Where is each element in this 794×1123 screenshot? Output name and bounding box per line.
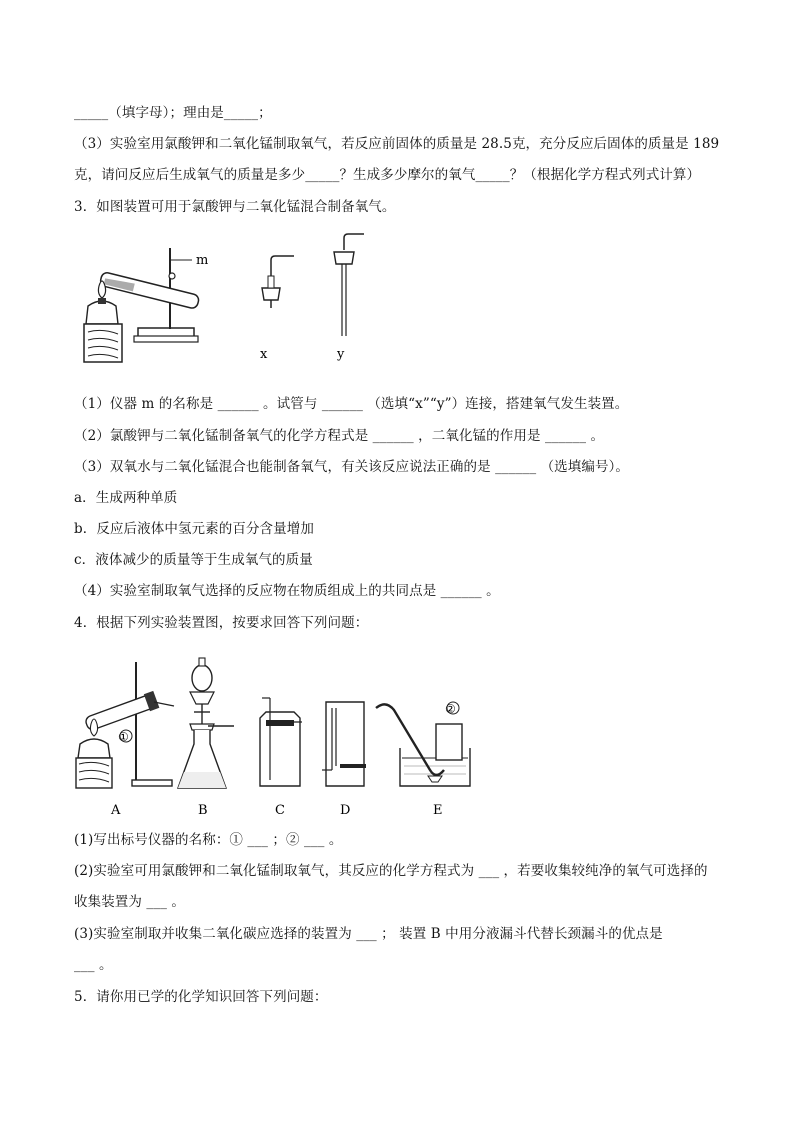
question-3-part-2: （2）氯酸钾与二氧化锰制备氧气的化学方程式是 ______ ，二氧化锰的作用是 ______ 。 xyxy=(74,428,605,444)
label-B: B xyxy=(198,803,208,818)
apparatus-C xyxy=(260,698,302,818)
question-3-part-4: （4）实验室制取氧气选择的反应物在物质组成上的共同点是 ______ 。 xyxy=(74,583,500,599)
label-x: x xyxy=(260,347,268,362)
question-2-part-3-cont: 克，请问反应后生成氧气的质量是多少_____？生成多少摩尔的氧气_____？（根据化学方程式列式计算） xyxy=(74,167,701,183)
alcohol-lamp xyxy=(86,301,118,324)
option-b: b．反应后液体中氢元素的百分含量增加 xyxy=(74,521,314,537)
apparatus-y xyxy=(334,234,364,362)
question-4-stem: 4．根据下列实验装置图，按要求回答下列问题： xyxy=(74,615,369,631)
figure-2-apparatus xyxy=(74,640,474,820)
question-3-stem: 3．如图装置可用于氯酸钾与二氧化锰混合制备氧气。 xyxy=(74,199,396,215)
question-2-blank-line: _____（填字母）；理由是_____； xyxy=(74,105,272,121)
label-m: m xyxy=(196,253,209,268)
apparatus-D xyxy=(322,702,366,818)
label-E: E xyxy=(433,803,443,818)
mark-2: ② xyxy=(445,702,456,716)
apparatus-E xyxy=(376,702,470,818)
label-y: y xyxy=(337,347,345,362)
question-4-part-2: (2)实验室可用氯酸钾和二氧化锰制取氧气，其反应的化学方程式为 ___ ，若要收集较纯净的氧气可选择的 xyxy=(74,863,708,879)
figure-1-apparatus xyxy=(74,228,374,368)
apparatus-x xyxy=(260,256,294,362)
option-a: a．生成两种单质 xyxy=(74,490,178,506)
question-5-stem: 5．请你用已学的化学知识回答下列问题： xyxy=(74,989,328,1005)
wooden-block xyxy=(84,324,122,362)
question-2-part-3: （3）实验室用氯酸钾和二氧化锰制取氧气，若反应前固体的质量是 28.5克，充分反应后固体的质量是 189 xyxy=(74,136,720,152)
option-c: c．液体减少的质量等于生成氧气的质量 xyxy=(74,552,313,568)
question-3-part-3: （3）双氧水与二氧化锰混合也能制备氧气，有关该反应说法正确的是 ______ （选填编号）。 xyxy=(74,459,630,475)
label-C: C xyxy=(275,803,285,818)
question-4-part-3: (3)实验室制取并收集二氧化碳应选择的装置为 ___ ； 装置 B 中用分液漏斗代替长颈漏斗的优点是 xyxy=(74,926,663,942)
label-A: A xyxy=(111,803,121,818)
question-4-part-2-cont: 收集装置为 ___ 。 xyxy=(74,894,185,910)
label-D: D xyxy=(340,803,351,818)
test-tube xyxy=(99,272,199,310)
mark-1: ① xyxy=(118,730,129,744)
question-4-part-3-cont: ___ 。 xyxy=(74,957,113,973)
apparatus-B xyxy=(178,658,234,818)
question-3-part-1: （1）仪器 m 的名称是 ______ 。试管与 ______ （选填“x”“y”）连接，搭建氧气发生装置。 xyxy=(74,396,629,412)
apparatus-A xyxy=(76,662,174,818)
question-4-part-1: (1)写出标号仪器的名称：① ___ ；② ___ 。 xyxy=(74,832,343,848)
